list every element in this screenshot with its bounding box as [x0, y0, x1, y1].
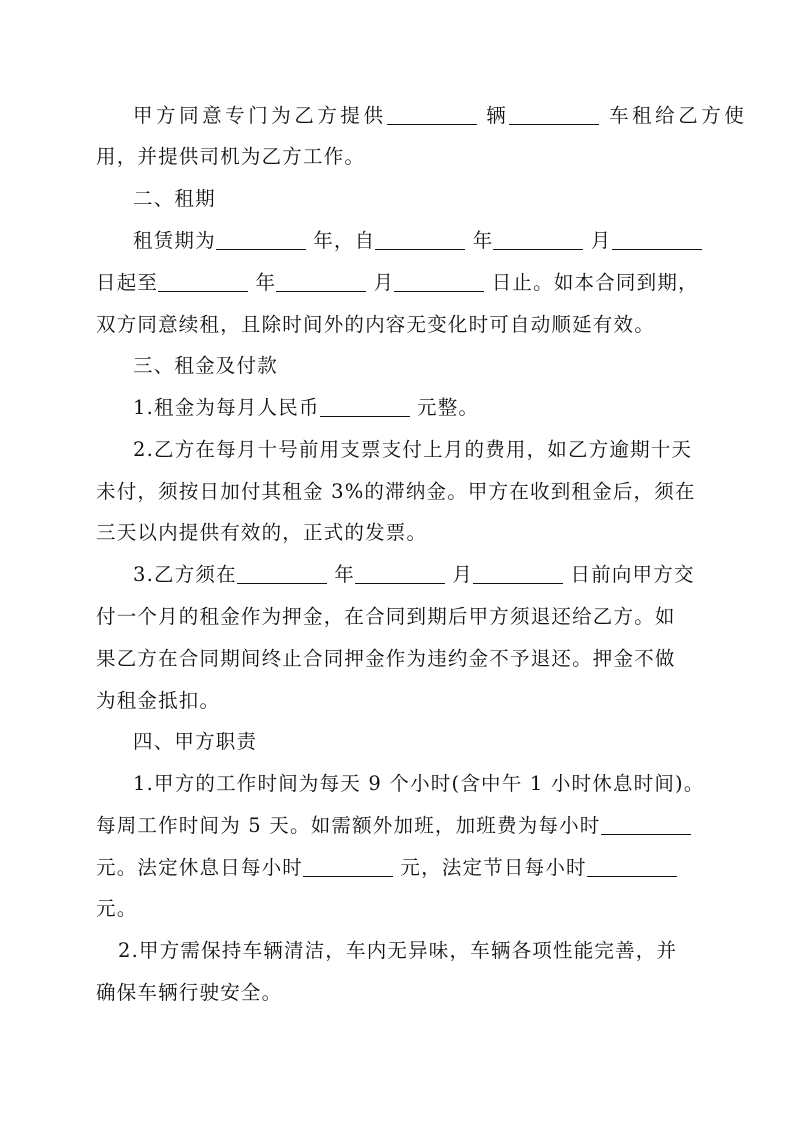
text: 车租给乙方使: [609, 104, 745, 127]
fill-blank[interactable]: [394, 271, 484, 292]
fill-blank[interactable]: [355, 563, 445, 584]
text: 辆: [486, 104, 510, 127]
paragraph-line: [133, 228, 753, 254]
paragraph-line: 三天以内提供有效的，正式的发票。: [96, 521, 428, 544]
text: 年，自: [313, 229, 376, 252]
paragraph-line: 果乙方在合同期间终止合同押金作为违约金不予退还。押金不做: [96, 647, 676, 670]
fill-blank[interactable]: [509, 104, 599, 125]
paragraph-line: 元。: [96, 897, 138, 920]
text: 元整。: [417, 396, 480, 419]
text: 年: [472, 229, 494, 252]
fill-blank[interactable]: [216, 229, 306, 250]
paragraph-line: [96, 813, 716, 839]
text: 年: [334, 563, 355, 586]
fill-blank[interactable]: [587, 856, 677, 877]
fill-blank[interactable]: [473, 563, 563, 584]
text: 3.乙方须在: [133, 563, 237, 586]
text: 年: [255, 271, 277, 294]
text: 月: [373, 271, 395, 294]
paragraph-line: 双方同意续租，且除时间外的内容无变化时可自动顺延有效。: [96, 313, 655, 336]
text: 月: [590, 229, 612, 252]
paragraph-line: 确保车辆行驶安全。: [96, 981, 283, 1004]
fill-blank[interactable]: [387, 104, 477, 125]
text: 日止。如本合同到期，: [491, 271, 699, 294]
section-heading: 二、租期: [133, 187, 216, 210]
fill-blank[interactable]: [320, 396, 410, 417]
text: 日前向甲方交: [570, 563, 695, 586]
paragraph-line: 2.乙方在每月十号前用支票支付上月的费用，如乙方逾期十天: [133, 438, 693, 461]
fill-blank[interactable]: [612, 229, 702, 250]
paragraph-line: [133, 103, 745, 129]
text: 每周工作时间为 5 天。如需额外加班，加班费为每小时: [96, 814, 601, 837]
paragraph-line: [133, 562, 753, 588]
fill-blank[interactable]: [375, 229, 465, 250]
fill-blank[interactable]: [158, 271, 248, 292]
text: 元，法定节日每小时: [400, 856, 587, 879]
text: 元。法定休息日每小时: [96, 856, 304, 879]
paragraph-line: 为租金抵扣。: [96, 689, 221, 712]
fill-blank[interactable]: [303, 856, 393, 877]
text: 月: [452, 563, 474, 586]
paragraph-line: 未付，须按日加付其租金 3%的滞纳金。甲方在收到租金后，须在: [96, 480, 696, 503]
section-heading: 四、甲方职责: [133, 730, 258, 753]
paragraph-line: [96, 855, 716, 881]
fill-blank[interactable]: [237, 563, 327, 584]
paragraph-line: 2.甲方需保持车辆清洁，车内无异味，车辆各项性能完善，并: [118, 939, 678, 962]
paragraph-line: 付一个月的租金作为押金，在合同到期后甲方须退还给乙方。如: [96, 605, 676, 628]
fill-blank[interactable]: [276, 271, 366, 292]
paragraph-line: 1.甲方的工作时间为每天 9 个小时(含中午 1 小时休息时间)。: [133, 772, 705, 795]
text: 1.租金为每月人民币: [133, 396, 320, 419]
paragraph-line: [96, 270, 716, 296]
text: 甲方同意专门为乙方提供: [133, 104, 387, 127]
paragraph-line: [133, 395, 753, 421]
fill-blank[interactable]: [601, 814, 691, 835]
text: 日起至: [96, 271, 159, 294]
fill-blank[interactable]: [493, 229, 583, 250]
section-heading: 三、租金及付款: [133, 354, 278, 377]
paragraph-line: 用，并提供司机为乙方工作。: [96, 145, 366, 168]
text: 租赁期为: [133, 229, 216, 252]
